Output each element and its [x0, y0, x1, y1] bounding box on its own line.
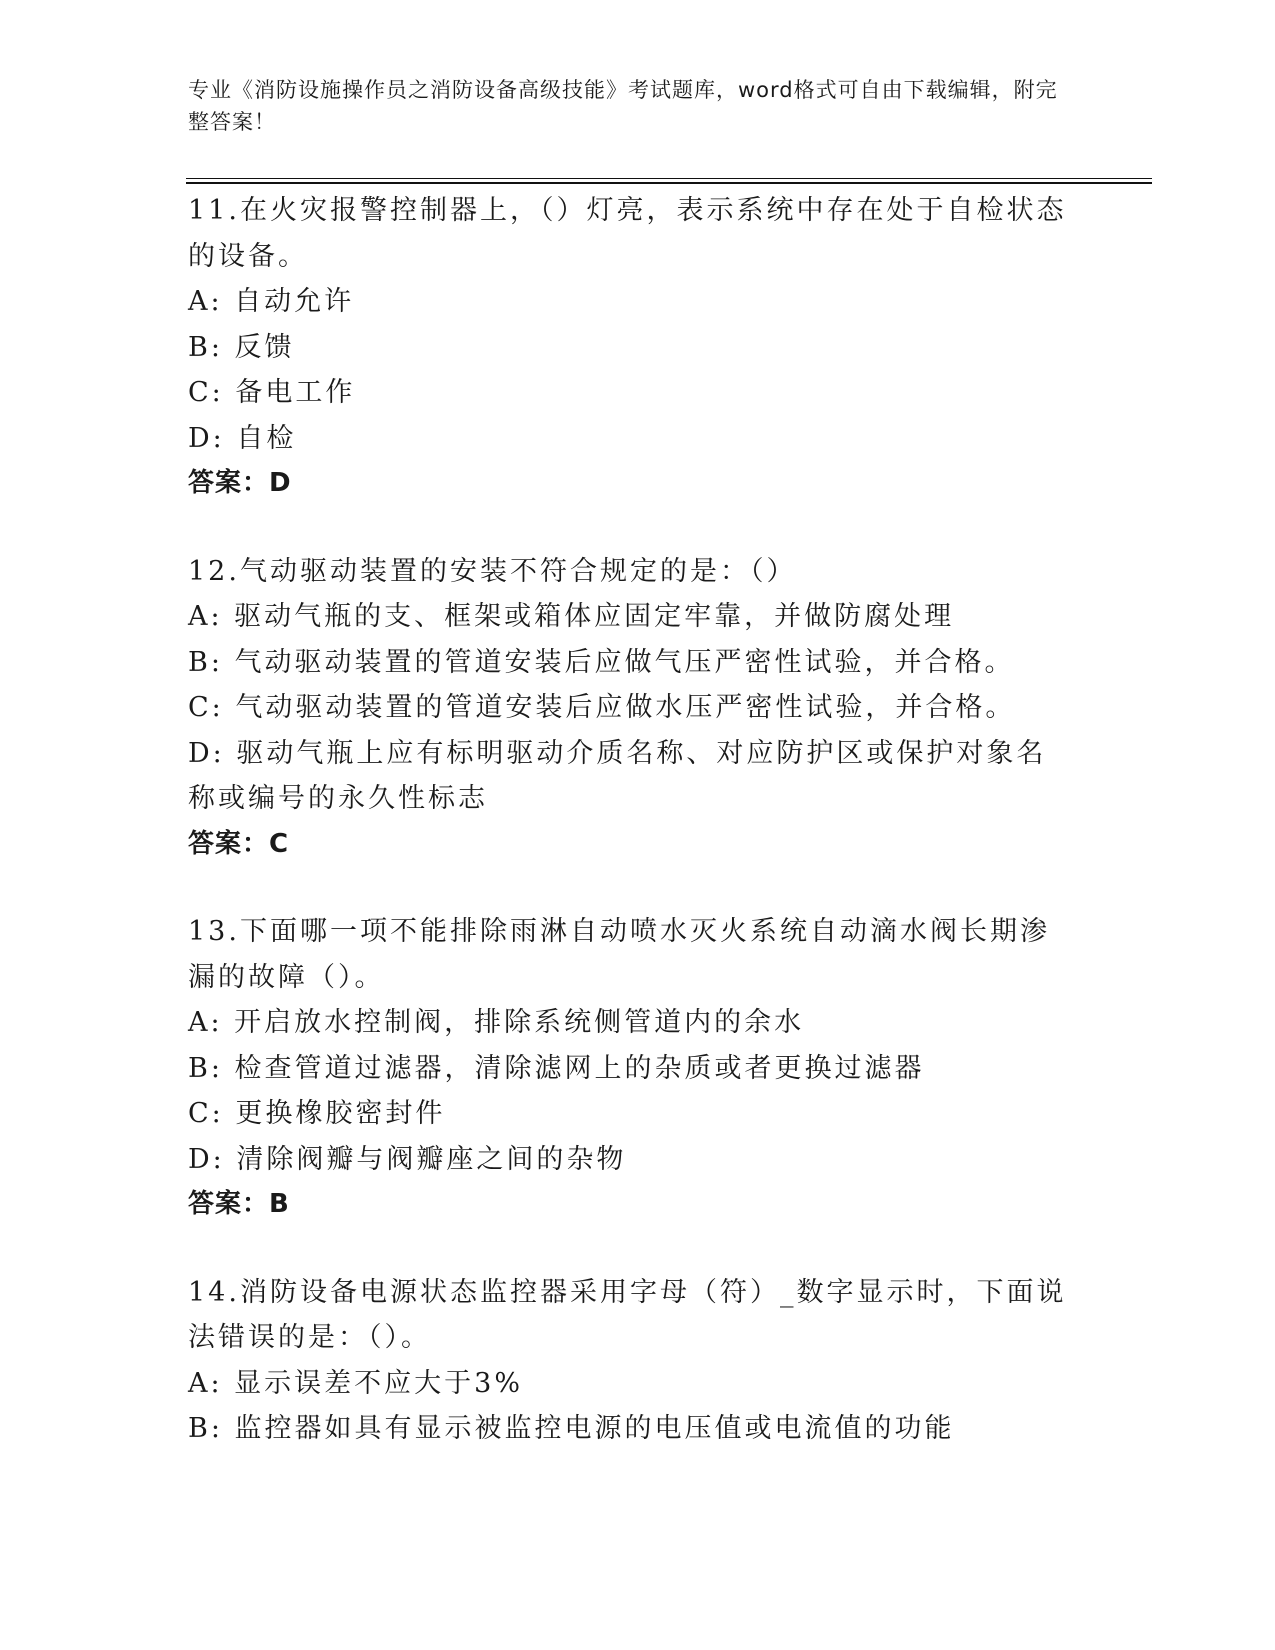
option-b: B: 监控器如具有显示被监控电源的电压值或电流值的功能	[188, 1413, 955, 1444]
document-header: 专业《消防设施操作员之消防设备高级技能》考试题库，word格式可自由下载编辑，附完整答案！	[188, 78, 1058, 134]
question-14	[188, 1270, 1068, 1452]
question-stem: 13.下面哪一项不能排除雨淋自动喷水灭火系统自动滴水阀长期渗漏的故障（）。	[188, 916, 1050, 993]
option-a: A: 驱动气瓶的支、框架或箱体应固定牢靠，并做防腐处理	[188, 601, 955, 632]
option-a: A: 显示误差不应大于3%	[188, 1367, 524, 1399]
question-13	[188, 909, 1068, 1228]
option-b: B: 检查管道过滤器，清除滤网上的杂质或者更换过滤器	[188, 1052, 925, 1084]
option-b: B: 反馈	[188, 331, 295, 363]
header-divider-thick	[186, 182, 1152, 184]
question-stem: 11.在火灾报警控制器上，（）灯亮，表示系统中存在处于自检状态的设备。	[188, 195, 1067, 272]
question-11	[188, 188, 1068, 507]
option-d: D: 自检	[188, 422, 297, 454]
answer-line: 答案：D	[188, 468, 292, 498]
answer-line: 答案：B	[188, 1189, 290, 1219]
option-b: B: 气动驱动装置的管道安装后应做气压严密性试验，并合格。	[188, 646, 1015, 678]
answer-line: 答案：C	[188, 828, 290, 859]
question-stem: 12.气动驱动装置的安装不符合规定的是：（）	[188, 555, 797, 587]
question-list	[188, 188, 1068, 1494]
option-a: A: 开启放水控制阀，排除系统侧管道内的余水	[188, 1007, 805, 1038]
option-a: A: 自动允许	[188, 286, 355, 317]
option-c: C: 气动驱动装置的管道安装后应做水压严密性试验，并合格。	[188, 692, 1016, 723]
question-12	[188, 549, 1068, 868]
option-c: C: 备电工作	[188, 377, 356, 408]
option-d: D: 驱动气瓶上应有标明驱动介质名称、对应防护区或保护对象名称或编号的永久性标志	[188, 737, 1047, 814]
option-c: C: 更换橡胶密封件	[188, 1098, 446, 1129]
question-stem: 14.消防设备电源状态监控器采用字母（符）_数字显示时，下面说法错误的是：（）。	[188, 1276, 1067, 1353]
header-divider-thin	[186, 178, 1152, 179]
option-d: D: 清除阀瓣与阀瓣座之间的杂物	[188, 1143, 627, 1175]
